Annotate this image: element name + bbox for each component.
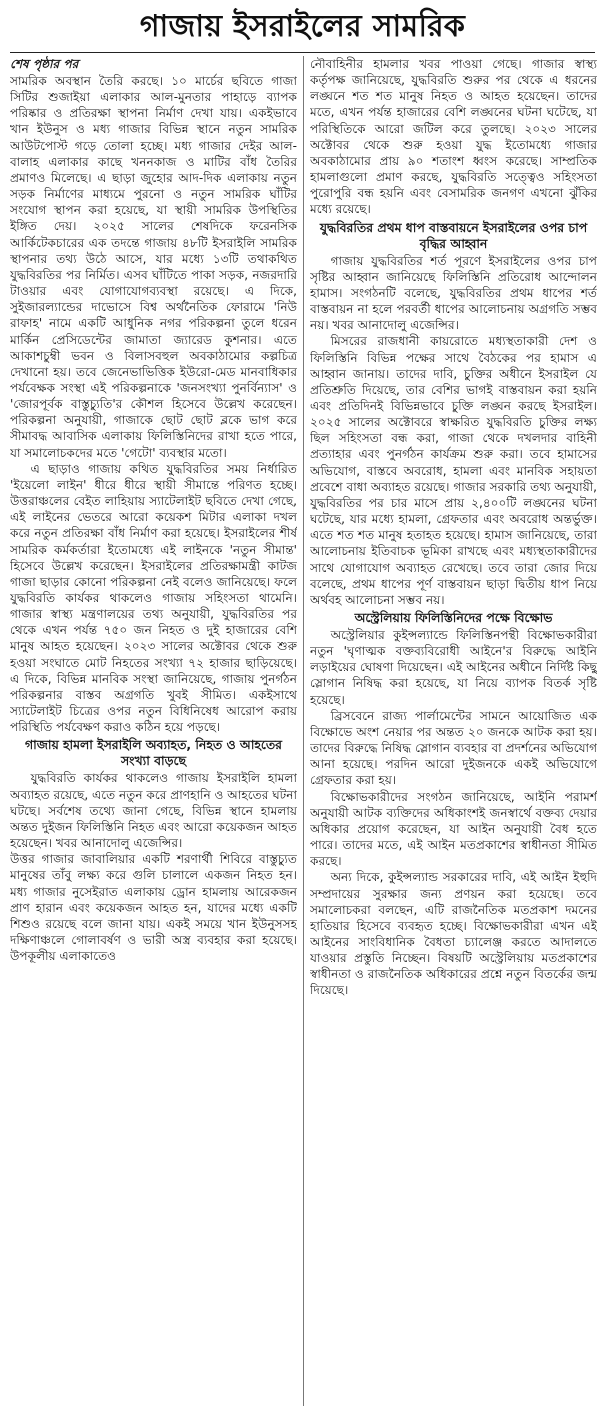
article-paragraph: বিক্ষোভকারীদের সংগঠন জানিয়েছে, আইনি পরামর্শ অনুযায়ী আটক ব্যক্তিদের অধিকাংশই জনস্বার্থে বক্তব্য দেয়ার অধিকার প্রয়োগ করেছেন, যা আইন অনুযায়ী বৈধ হতে পারে। তাদের মতে, এই আইন মতপ্রকাশের স্বাধীনতা সীমিত করছে।: [310, 789, 597, 869]
article-paragraph: সামরিক অবস্থান তৈরি করছে। ১০ মার্চের ছবিতে গাজা সিটির শুজাইয়া এলাকার আল-মুনতার পাহাড়ে ব্যাপক পরিষ্কার ও প্রতিরক্ষা স্থাপনা নির্মাণ দেখা যায়। একইভাবে খান ইউনুস ও মধ্য গাজার বিভিন্ন স্থানে নতুন সামরিক আউটপোস্ট গড়ে তোলা হচ্ছে। মধ্য গাজার দেইর আল-বালাহ এলাকার কাছে খননকাজ ও মাটির বাঁধ তৈরির প্রমাণও মিলেছে। এ ছাড়া জুহোর আদ-দিক এলাকায় নতুন সড়ক নির্মাণের মাধ্যমে পুরনো ও নতুন সামরিক ঘাঁটির সংযোগ স্থাপন করা হয়েছে, যা স্থায়ী সামরিক উপস্থিতির ইঙ্গিত দেয়। ২০২৫ সালের শেষদিকে ফরেনসিক আর্কিটেকচারের এক তদন্তে গাজায় ৪৮টি ইসরাইলি সামরিক স্থাপনার তথ্য উঠে আসে, যার মধ্যে ১৩টি তথাকথিত যুদ্ধবিরতির পর নির্মিত। এসব ঘাঁটিতে পাকা সড়ক, নজরদারি টাওয়ার এবং যোগাযোগব্যবস্থা রয়েছে। এ দিকে, সুইজারল্যান্ডের দাভোসে বিশ্ব অর্থনৈতিক ফোরামে 'নিউ রাফাহ' নামে একটি আধুনিক নগর পরিকল্পনা তুলে ধরেন মার্কিন প্রেসিডেন্টের জামাতা জ্যারেড কুশনার। এতে আকাশচুম্বী ভবন ও বিলাসবহুল অবকাঠামোর কল্পচিত্র দেখানো হয়। তবে জেনেভাভিত্তিক ইউরো-মেড মানবাধিকার পর্যবেক্ষক সংস্থা এই পরিকল্পনাকে 'জনসংখ্যা পুনর্বিন্যাস' ও 'জোরপূর্বক বাস্তুচ্যুতি'র কৌশল হিসেবে উল্লেখ করেছেন। পরিকল্পনা অনুযায়ী, গাজাকে ছোট ছোট ব্লকে ভাগ করে সীমাবদ্ধ আবাসিক এলাকায় ফিলিস্তিনিদের রাখা হতে পারে, যা সমালোচকদের মতে 'গেটো' ব্যবস্থার মতো।: [10, 74, 297, 460]
article-paragraph: ব্রিসবেনে রাজ্য পার্লামেন্টের সামনে আয়োজিত এক বিক্ষোভে অংশ নেয়ার পর অন্তত ২০ জনকে আটক করা হয়। তাদের বিরুদ্ধে নিষিদ্ধ স্লোগান ব্যবহার বা প্রদর্শনের অভিযোগ আনা হয়েছে। পরদিন আরো দুইজনকে একই অভিযোগে গ্রেফতার করা হয়।: [310, 708, 597, 788]
article-paragraph: গাজায় যুদ্ধবিরতির শর্ত পূরণে ইসরাইলের ওপর চাপ সৃষ্টির আহ্বান জানিয়েছে ফিলিস্তিনি প্রতিরোধ আন্দোলন হামাস। সংগঠনটি বলেছে, যুদ্ধবিরতির প্রথম ধাপের শর্ত বাস্তবায়ন না হলে পরবর্তী ধাপের আলোচনায় অগ্রগতি সম্ভব নয়। খবর আনাদোলু এজেন্সির।: [310, 253, 597, 333]
headline: গাজায় ইসরাইলের সামরিক: [139, 9, 466, 44]
right-column: [310, 56, 597, 1410]
article-paragraph: নৌবাহিনীর হামলার খবর পাওয়া গেছে। গাজার স্বাস্থ্য কর্তৃপক্ষ জানিয়েছে, যুদ্ধবিরতি শুরুর পর থেকে এ ধরনের লঙ্ঘনে শত শত মানুষ নিহত ও আহত হয়েছেন। তাদের মতে, এখন পর্যন্ত হাজারের বেশি লঙ্ঘনের ঘটনা ঘটেছে, যা পরিস্থিতিকে আরো জটিল করে তুলছে। ২০২৩ সালের অক্টোবর থেকে শুরু হওয়া যুদ্ধ ইতোমধ্যে গাজার অবকাঠামোর প্রায় ৯০ শতাংশ ধ্বংস করেছে। সাম্প্রতিক হামলাগুলো প্রমাণ করছে, যুদ্ধবিরতি সত্ত্বেও সহিংসতা পুরোপুরি বন্ধ হয়নি এবং বেসামরিক জনগণ এখনো ঝুঁকির মধ্যে রয়েছে।: [310, 57, 597, 217]
continued-from-label: শেষ পৃষ্ঠার পর: [10, 57, 79, 71]
article-paragraph: যুদ্ধবিরতি কার্যকর থাকলেও গাজায় ইসরাইলি হামলা অব্যাহত রয়েছে, এতে নতুন করে প্রাণহানি ও আহতের ঘটনা ঘটছে। সর্বশেষ তথ্যে জানা গেছে, বিভিন্ন স্থানে হামলায় অন্তত দুইজন ফিলিস্তিনি নিহত এবং আরো কয়েকজন আহত হয়েছেন। খবর আনাদোলু এজেন্সির।: [10, 771, 297, 851]
article-paragraph: উত্তর গাজার জাবালিয়ার একটি শরণার্থী শিবিরে বাস্তুচ্যুত মানুষের তাঁবু লক্ষ্য করে গুলি চালালে একজন নিহত হন। মধ্য গাজার নুসেইরাত এলাকায় ড্রোন হামলায় আরেকজন প্রাণ হারান এবং কয়েকজন আহত হন, যাদের মধ্যে একটি শিশুও রয়েছে বলে জানা যায়। একই সময়ে খান ইউনুসসহ দক্ষিণাঞ্চলে গোলাবর্ষণ ও ভারী অস্ত্র ব্যবহার করা হয়েছে। উপকূলীয় এলাকাতেও: [10, 852, 297, 964]
section-subhead: অস্ট্রেলিয়ায় ফিলিস্তিনিদের পক্ষে বিক্ষোভ: [354, 610, 553, 625]
section-subhead: গাজায় হামলা ইসরাইলি অব্যাহত, নিহত ও আহতের সংখ্যা বাড়ছে: [25, 737, 282, 769]
article-paragraph: মিসরের রাজধানী কায়রোতে মধ্যস্থতাকারী দেশ ও ফিলিস্তিনি বিভিন্ন পক্ষের সাথে বৈঠকের পর হামাস এ আহ্বান জানায়। তাদের দাবি, চুক্তির অধীনে ইসরাইল যে প্রতিশ্রুতি দিয়েছে, তার বেশির ভাগই বাস্তবায়ন করা হয়নি এবং প্রতিদিনই বিভিন্নভাবে চুক্তি লঙ্ঘন করছে ইসরাইল। ২০২৫ সালের অক্টোবরে স্বাক্ষরিত যুদ্ধবিরতি চুক্তির লক্ষ্য ছিল সহিংসতা বন্ধ করা, গাজা থেকে দখলদার বাহিনী প্রত্যাহার এবং পুনর্গঠন কার্যক্রম শুরু করা। তবে হামাসের অভিযোগ, বাস্তবে অবরোধ, হামলা এবং মানবিক সহায়তা প্রবেশে বাধা অব্যাহত রয়েছে। গাজার সরকারি তথ্য অনুযায়ী, যুদ্ধবিরতির পর চার মাসে প্রায় ২,৪০০টি লঙ্ঘনের ঘটনা ঘটেছে, যার মধ্যে হামলা, গ্রেফতার এবং অবরোধ অন্তর্ভুক্ত। এতে শত শত মানুষ হতাহত হয়েছে। হামাস জানিয়েছে, তারা আলোচনায় ইতিবাচক ভূমিকা রাখছে এবং মধ্যস্থতাকারীদের সাথে যোগাযোগ অব্যাহত রেখেছে। তবে তারা জোর দিয়ে বলেছে, প্রথম ধাপের পূর্ণ বাস্তবায়ন ছাড়া দ্বিতীয় ধাপ নিয়ে অর্থবহ আলোচনা সম্ভব নয়।: [310, 334, 597, 607]
section-subhead: যুদ্ধবিরতির প্রথম ধাপ বাস্তবায়নে ইসরাইলের ওপর চাপ বৃদ্ধির আহ্বান: [319, 219, 588, 251]
left-column: [10, 56, 297, 1410]
article-paragraph: অন্য দিকে, কুইন্সল্যান্ড সরকারের দাবি, এই আইন ইহুদি সম্প্রদায়ের সুরক্ষার জন্য প্রণয়ন করা হয়েছে। তবে সমালোচকরা বলছেন, এটি রাজনৈতিক মতপ্রকাশ দমনের হাতিয়ার হিসেবে ব্যবহৃত হচ্ছে। বিক্ষোভকারীরা এখন এই আইনের সাংবিধানিক বৈধতা চ্যালেঞ্জ করতে আদালতে যাওয়ার প্রস্তুতি নিচ্ছেন। বিষয়টি অস্ট্রেলিয়ায় মতপ্রকাশের স্বাধীনতা ও রাজনৈতিক অধিকারের প্রশ্নে নতুন বিতর্কের জন্ম দিয়েছে।: [310, 870, 597, 998]
article-paragraph: অস্ট্রেলিয়ার কুইন্সল্যান্ডে ফিলিস্তিনপন্থী বিক্ষোভকারীরা নতুন 'ঘৃণাত্মক বক্তব্যবিরোধী আইনে'র বিরুদ্ধে আইনি লড়াইয়ের ঘোষণা দিয়েছেন। এই আইনের অধীনে নির্দিষ্ট কিছু স্লোগান নিষিদ্ধ করা হয়েছে, যা নিয়ে ব্যাপক বিতর্ক সৃষ্টি হয়েছে।: [310, 628, 597, 707]
article-paragraph: এ ছাড়াও গাজায় কথিত যুদ্ধবিরতির সময় নির্ধারিত 'ইয়েলো লাইন' ধীরে ধীরে স্থায়ী সীমান্তে পরিণত হচ্ছে। উত্তরাঞ্চলের বেইত লাহিয়ায় স্যাটেলাইট ছবিতে দেখা গেছে, এই লাইনের ভেতরে আরো কয়েকশ মিটার এলাকা দখল করে নতুন প্রতিরক্ষা বাঁধ নির্মাণ করা হয়েছে। ইসরাইলের শীর্ষ সামরিক কর্মকর্তারা ইতোমধ্যে এই লাইনকে 'নতুন সীমান্ত' হিসেবে উল্লেখ করেছেন। ইসরাইলের প্রতিরক্ষামন্ত্রী কাটজ গাজা ছাড়ার কোনো পরিকল্পনা নেই বলেও জানিয়েছে। ফলে যুদ্ধবিরতি কার্যকর থাকলেও গাজায় সহিংসতা থামেনি। গাজার স্বাস্থ্য মন্ত্রণালয়ের তথ্য অনুযায়ী, যুদ্ধবিরতির পর থেকে এখন পর্যন্ত ৭৫০ জন নিহত ও দুই হাজারের বেশি মানুষ আহত হয়েছেন। ২০২৩ সালের অক্টোবর থেকে শুরু হওয়া সংঘাতে মোট নিহতের সংখ্যা ৭২ হাজার ছাড়িয়েছে। এ দিকে, বিভিন্ন মানবিক সংস্থা জানিয়েছে, গাজায় পুনর্গঠন পরিকল্পনার বাস্তব অগ্রগতি খুবই সীমিত। একইসাথে স্যাটেলাইট চিত্রের ওপর নতুন বিধিনিষেধ আরোপ করায় পরিস্থিতি পর্যবেক্ষণ করাও কঠিন হয়ে পড়ছে।: [10, 461, 297, 735]
column-divider: [303, 56, 304, 1406]
headline-rule: [10, 52, 595, 53]
